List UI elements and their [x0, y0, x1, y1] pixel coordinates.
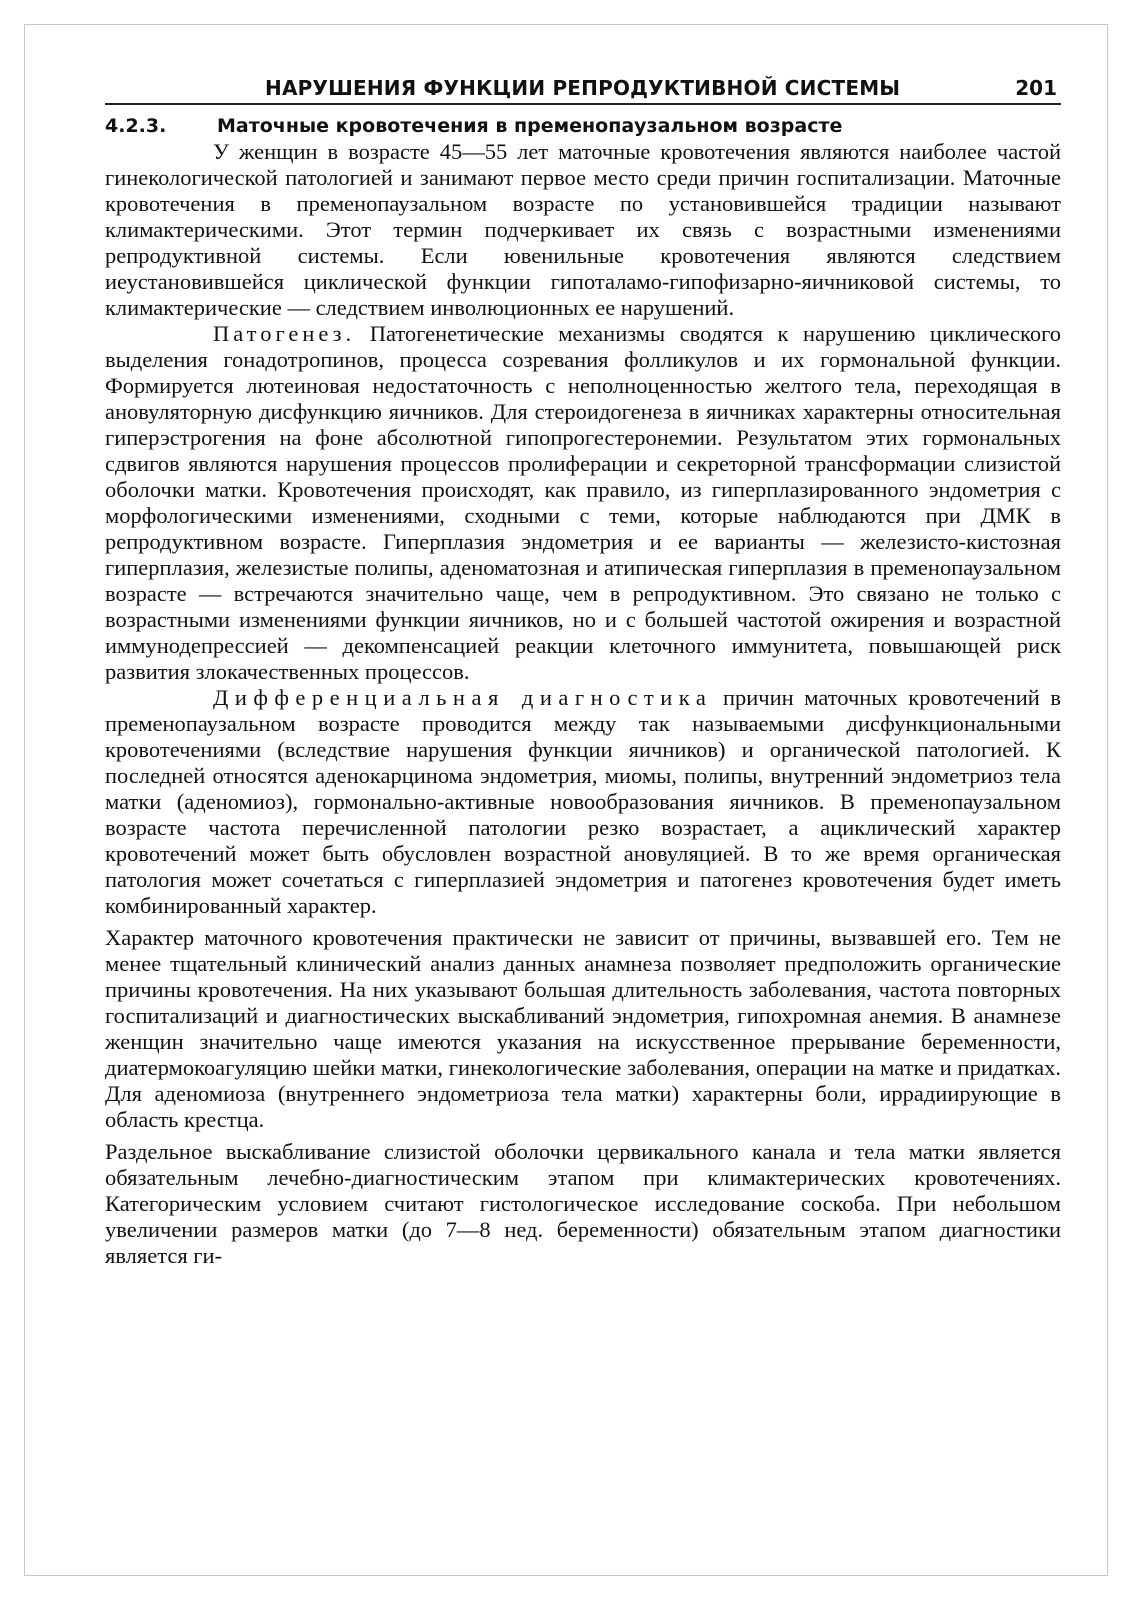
- paragraph-curettage: Раздельное выскабливание слизистой оболочки цервикального канала и тела матки является обязательным лечебно-диагностическим этапом при климактерических кровотечениях. Категорическим условием считают гистологическое исследование соскоба. При небольшом увеличении размеров матки (до 7—8 нед. беременности) обязательным этапом диагностики является ги-: [105, 1139, 1061, 1268]
- paragraph-intro: У женщин в возрасте 45—55 лет маточные кровотечения являются наиболее частой гинекологической патологией и занимают первое место среди причин госпитализации. Маточные кровотечения в пременопаузальном возрасте по установившейся традиции называют климактерическими. Этот термин подчеркивает их связь с возрастными изменениями репродуктивной системы. Если ювенильные кровотечения являются следствием иеустановившейся циклической функции гипоталамо-гипофизарно-яичниковой системы, то климактерические — следствием инволюционных ее нарушений.: [105, 139, 1061, 320]
- running-header: [105, 75, 1061, 105]
- page-frame: [24, 24, 1108, 1576]
- section-number: 4.2.3.: [105, 115, 167, 137]
- section-heading: [105, 113, 1061, 139]
- page-number: 201: [1015, 76, 1057, 100]
- pathogenesis-lead: Патогенез.: [213, 321, 356, 346]
- running-title: НАРУШЕНИЯ ФУНКЦИИ РЕПРОДУКТИВНОЙ СИСТЕМЫ: [265, 76, 901, 100]
- paragraph-pathogenesis: [105, 321, 1061, 685]
- pathogenesis-text: Патогенетические механизмы сводятся к нарушению циклического выделения гонадотропинов, процесса созревания фолликулов и их гормональной функции. Формируется лютеиновая недостаточность с неполноценностью желтого тела, переходящая в ановуляторную дисфункцию яичников. Для стероидогенеза в яичниках характерны относительная гиперэстрогения на фоне абсолютной гипопрогестеронемии. Результатом этих гормональных сдвигов являются нарушения процессов пролиферации и секреторной трансформации слизистой оболочки матки. Кровотечения происходят, как правило, из гиперплазированного эндометрия с морфологическими изменениями, сходными с теми, которые наблюдаются при ДМК в репродуктивном возрасте. Гиперплазия эндометрия и ее варианты — железисто-кистозная гиперплазия, железистые полипы, аденоматозная и атипическая гиперплазия в пременопаузальном возрасте — встречаются значительно чаще, чем в репродуктивном. Это связано не только с возрастными изменениями функции яичников, но и с большей частотой ожирения и возрастной иммунодепрессией — декомпенсацией реакции клеточного иммунитета, повышающей риск развития злокачественных процессов.: [105, 321, 1061, 684]
- section-title: Маточные кровотечения в пременопаузальном возрасте: [217, 115, 843, 137]
- paragraph-differential-diagnosis: [105, 685, 1061, 919]
- differential-diagnosis-text: причин маточных кровотечений в пременопаузальном возрасте проводится между так называемыми дисфункциональными кровотечениями (вследствие нарушения функции яичников) и органической патологией. К последней относятся аденокарцинома эндометрия, миомы, полипы, внутренний эндометриоз тела матки (аденомиоз), гормонально-активные новообразования яичников. В пременопаузальном возрасте частота перечисленной патологии резко возрастает, а ациклический характер кровотечений может быть обусловлен возрастной ановуляцией. В то же время органическая патология может сочетаться с гиперплазией эндометрия и патогенез кровотечения будет иметь комбинированный характер.: [105, 685, 1062, 918]
- paragraph-anamnesis: Характер маточного кровотечения практически не зависит от причины, вызвавшей его. Тем не менее тщательный клинический анализ данных анамнеза позволяет предположить органические причины кровотечения. На них указывают большая длительность заболевания, частота повторных госпитализаций и диагностических выскабливаний эндометрия, гипохромная анемия. В анамнезе женщин значительно чаще имеются указания на искусственное прерывание беременности, диатермокоагуляцию шейки матки, гинекологические заболевания, операции на матке и придатках. Для аденомиоза (внутреннего эндометриоза тела матки) характерны боли, иррадиирующие в область крестца.: [105, 925, 1061, 1132]
- book-page: [105, 75, 1061, 1269]
- differential-diagnosis-lead: Дифференциальная диагностика: [213, 685, 713, 710]
